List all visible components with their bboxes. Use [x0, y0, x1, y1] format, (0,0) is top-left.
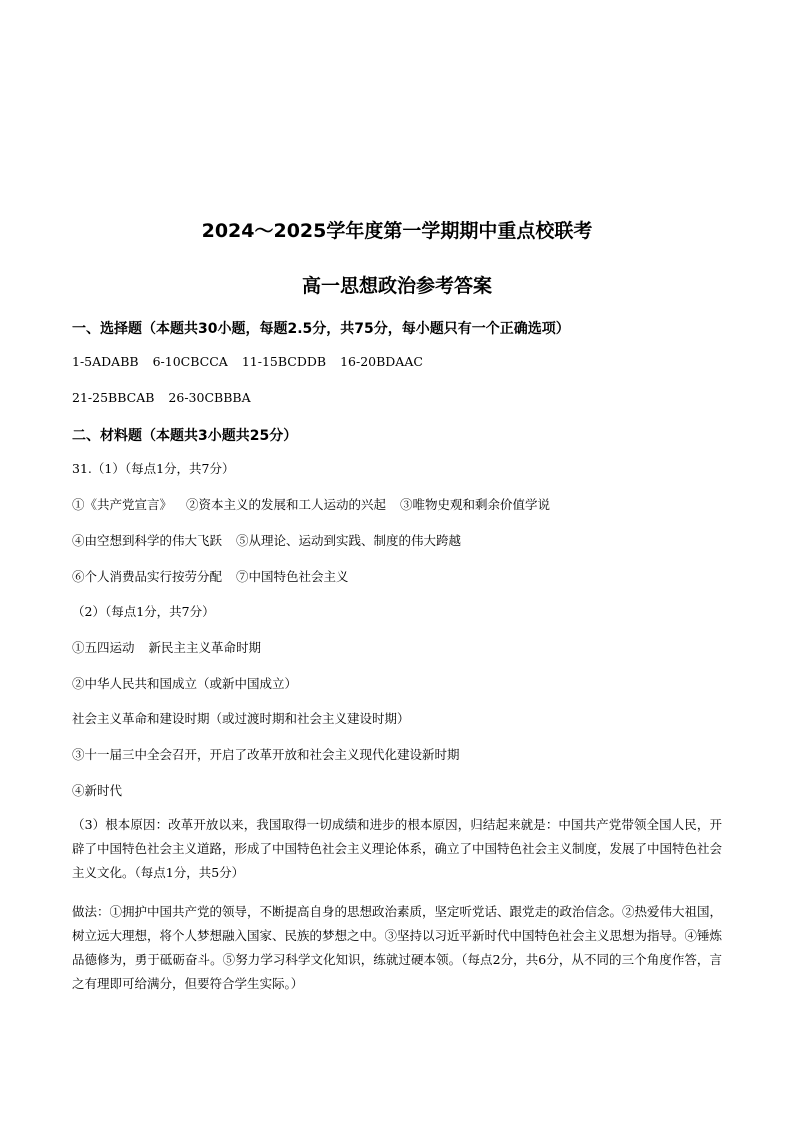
- page-subtitle: 高一思想政治参考答案: [301, 275, 492, 297]
- answer-point: 新民主主义革命时期: [148, 640, 262, 655]
- answer-point: ①《共产党宣言》: [72, 497, 173, 512]
- q31-part1-header: 31.（1）（每点1分，共7分）: [72, 461, 235, 476]
- choice-answers-row-1: [72, 353, 437, 371]
- answer-group: 16-20BDAAC: [340, 354, 423, 369]
- q31-part2-line-1: [72, 639, 275, 657]
- q31-part2-line-4: ③十一届三中全会召开，开启了改革开放和社会主义现代化建设新时期: [72, 747, 460, 762]
- answer-group: 21-25BBCAB: [72, 390, 155, 405]
- page-title: 2024～2025学年度第一学期期中重点校联考: [201, 220, 593, 242]
- q31-part1-line-2: [72, 532, 475, 550]
- q31-part2-line-5: ④新时代: [72, 783, 123, 798]
- answer-point: ⑤从理论、运动到实践、制度的伟大跨越: [236, 533, 462, 548]
- answer-group: 6-10CBCCA: [152, 354, 228, 369]
- choice-answers-row-2: [72, 389, 265, 407]
- answer-group: 26-30CBBBA: [168, 390, 251, 405]
- section-heading-choice: 一、选择题（本题共30小题，每题2.5分，共75分，每小题只有一个正确选项）: [72, 321, 570, 337]
- q31-part2-header: （2）（每点1分，共7分）: [72, 604, 215, 619]
- q31-part3-method: 做法：①拥护中国共产党的领导，不断提高自身的思想政治素质，坚定听党话、跟党走的政治信念。②热爱伟大祖国，树立远大理想，将个人梦想融入国家、民族的梦想之中。③坚持以习近平新时代中国特色社会主义思想为指导。④锤炼品德修为，勇于砥砺奋斗。⑤努力学习科学文化知识，练就过硬本领。（每点2分，共6分，从不同的三个角度作答，言之有理即可给满分，但要符合学生实际。）: [72, 904, 723, 991]
- q31-part1-line-1: [72, 496, 564, 514]
- q31-part2-line-3: 社会主义革命和建设时期（或过渡时期和社会主义建设时期）: [72, 711, 410, 726]
- section-heading-material: 二、材料题（本题共3小题共25分）: [72, 428, 298, 444]
- answer-point: ①五四运动: [72, 640, 135, 655]
- q31-part3-reason: （3）根本原因：改革开放以来，我国取得一切成绩和进步的根本原因，归结起来就是：中国共产党带领全国人民，开辟了中国特色社会主义道路，形成了中国特色社会主义理论体系，确立了中国特色社会主义制度，发展了中国特色社会主义文化。（每点1分，共5分）: [72, 817, 723, 880]
- answer-point: ②资本主义的发展和工人运动的兴起: [186, 497, 387, 512]
- answer-group: 1-5ADABB: [72, 354, 139, 369]
- answer-point: ⑦中国特色社会主义: [236, 569, 349, 584]
- answer-point: ③唯物史观和剩余价值学说: [400, 497, 551, 512]
- q31-part1-line-3: [72, 568, 363, 586]
- answer-group: 11-15BCDDB: [241, 354, 327, 369]
- answer-point: ④由空想到科学的伟大飞跃: [72, 533, 223, 548]
- answer-point: ⑥个人消费品实行按劳分配: [72, 569, 223, 584]
- q31-part2-line-2: ②中华人民共和国成立（或新中国成立）: [72, 676, 298, 691]
